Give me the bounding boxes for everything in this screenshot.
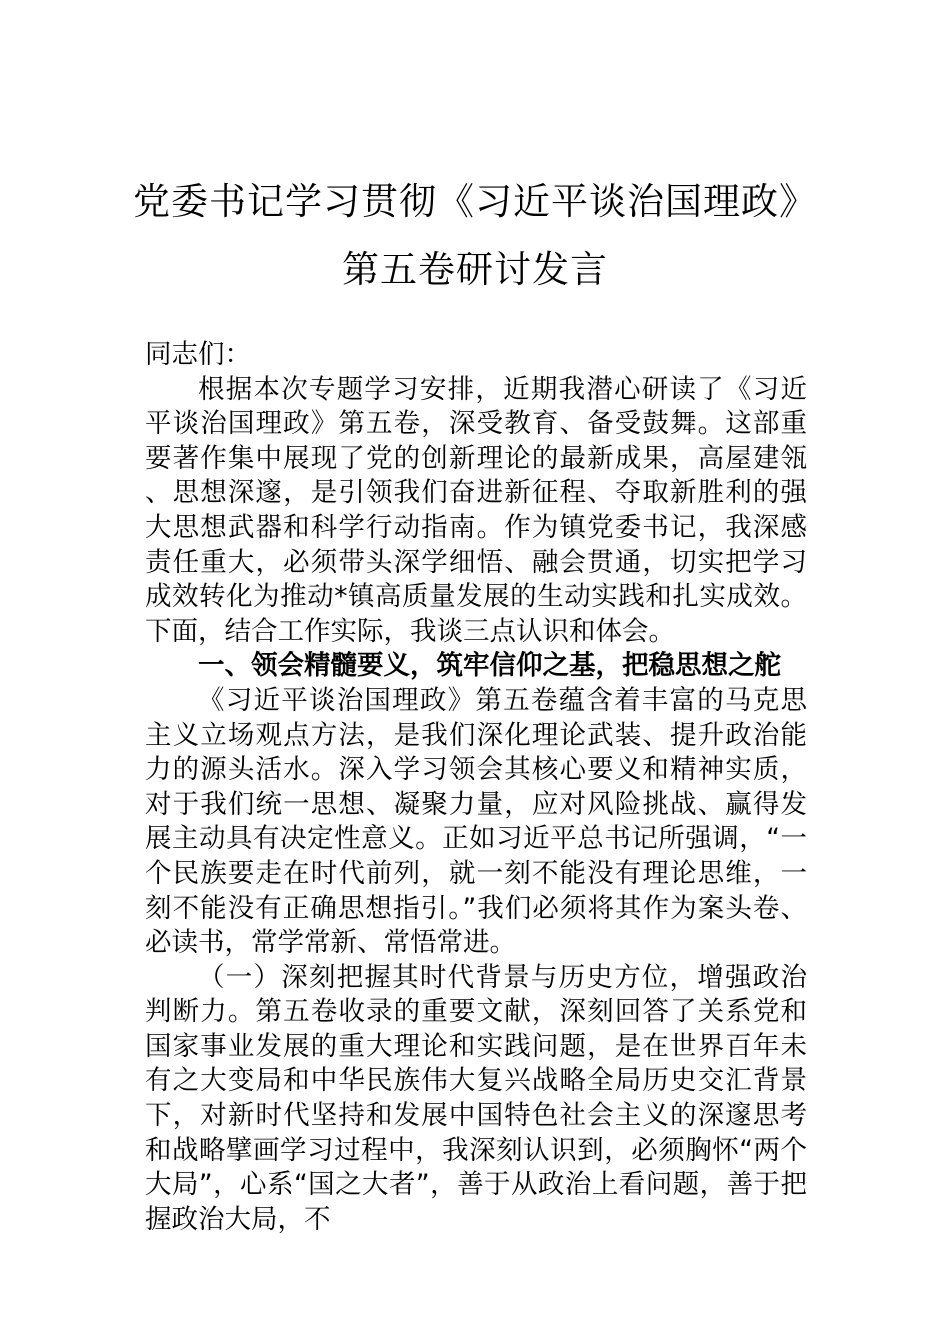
document-title-line-2: 第五卷研讨发言 (342, 248, 608, 291)
paragraph-section-1: 《习近平谈治国理政》第五卷蕴含着丰富的马克思主义立场观点方法，是我们深化理论武装、提升政治能力的源头活水。深入学习领会其核心要义和精神实质，对于我们统一思想、凝聚力量，应对风险挑战、赢得发展主动具有决定性意义。正如习近平总书记所强调，“一个民族要走在时代前列，就一刻不能没有理论思维，一刻不能没有正确思想指引。”我们必须将其作为案头卷、必读书，常学常新、常悟常进。 (145, 684, 807, 959)
paragraph-subsection-1: （一）深刻把握其时代背景与历史方位，增强政治判断力。第五卷收录的重要文献，深刻回答了关系党和国家事业发展的重大理论和实践问题，是在世界百年未有之大变局和中华民族伟大复兴战略全局历史交汇背景下，对新时代坚持和发展中国特色社会主义的深邃思考和战略擘画学习过程中，我深刻认识到，必须胸怀“两个大局”，心系“国之大者”，善于从政治上看问题，善于把握政治大局，不 (145, 961, 807, 1235)
salutation: 同志们： (145, 339, 251, 370)
document-title-line-1: 党委书记学习贯彻《习近平谈治国理政》 (133, 180, 817, 223)
document-body (145, 338, 807, 1237)
section-heading-1: 一、领会精髓要义，筑牢信仰之基，把稳思想之舵 (198, 650, 781, 682)
paragraph-intro: 根据本次专题学习安排，近期我潜心研读了《习近平谈治国理政》第五卷，深受教育、备受鼓舞。这部重要著作集中展现了党的创新理论的最新成果，高屋建瓴、思想深邃，是引领我们奋进新征程、夺取新胜利的强大思想武器和科学行动指南。作为镇党委书记，我深感责任重大，必须带头深学细悟、融会贯通，切实把学习成效转化为推动*镇高质量发展的生动实践和扎实成效。下面，结合工作实际，我谈三点认识和体会。 (145, 373, 807, 647)
